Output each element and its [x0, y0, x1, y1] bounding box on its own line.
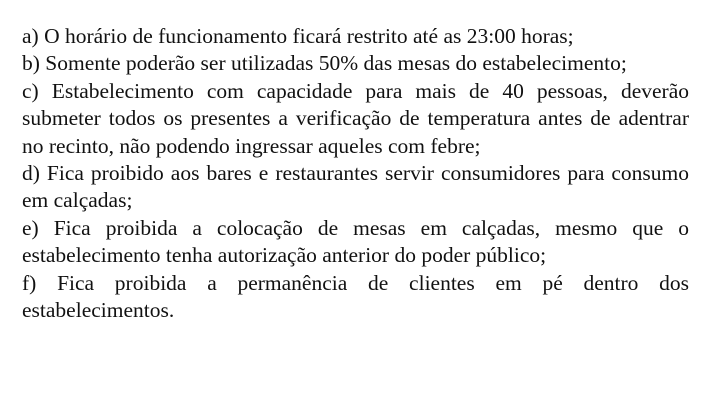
item-text: Estabelecimento com capacidade para mais de 40 pessoas, deverão submeter todos os presentes a verificação de temperatura antes de adentrar no recinto, não podendo ingressar aqueles com febre;: [22, 78, 689, 158]
list-item-f: [22, 270, 689, 325]
item-letter: d): [22, 161, 40, 186]
item-letter: c): [22, 78, 39, 103]
list-item-d: [22, 160, 689, 215]
list-item-c: [22, 78, 689, 160]
list-item-e: [22, 215, 689, 270]
item-letter: e): [22, 215, 39, 240]
item-text: O horário de funcionamento ficará restrito até as 23:00 horas;: [44, 24, 574, 48]
item-text: Somente poderão ser utilizadas 50% das mesas do estabelecimento;: [45, 51, 627, 76]
item-letter: b): [22, 51, 40, 76]
item-text: Fica proibida a colocação de mesas em calçadas, mesmo que o estabelecimento tenha autorização anterior do poder público;: [22, 215, 689, 268]
item-letter: a): [22, 24, 39, 48]
list-item-b: [22, 50, 689, 77]
list-item-a: [22, 23, 689, 50]
item-text: Fica proibido aos bares e restaurantes servir consumidores para consumo em calçadas;: [22, 161, 689, 213]
item-letter: f): [22, 270, 37, 295]
item-text: Fica proibida a permanência de clientes em pé dentro dos estabelecimentos.: [22, 270, 689, 323]
